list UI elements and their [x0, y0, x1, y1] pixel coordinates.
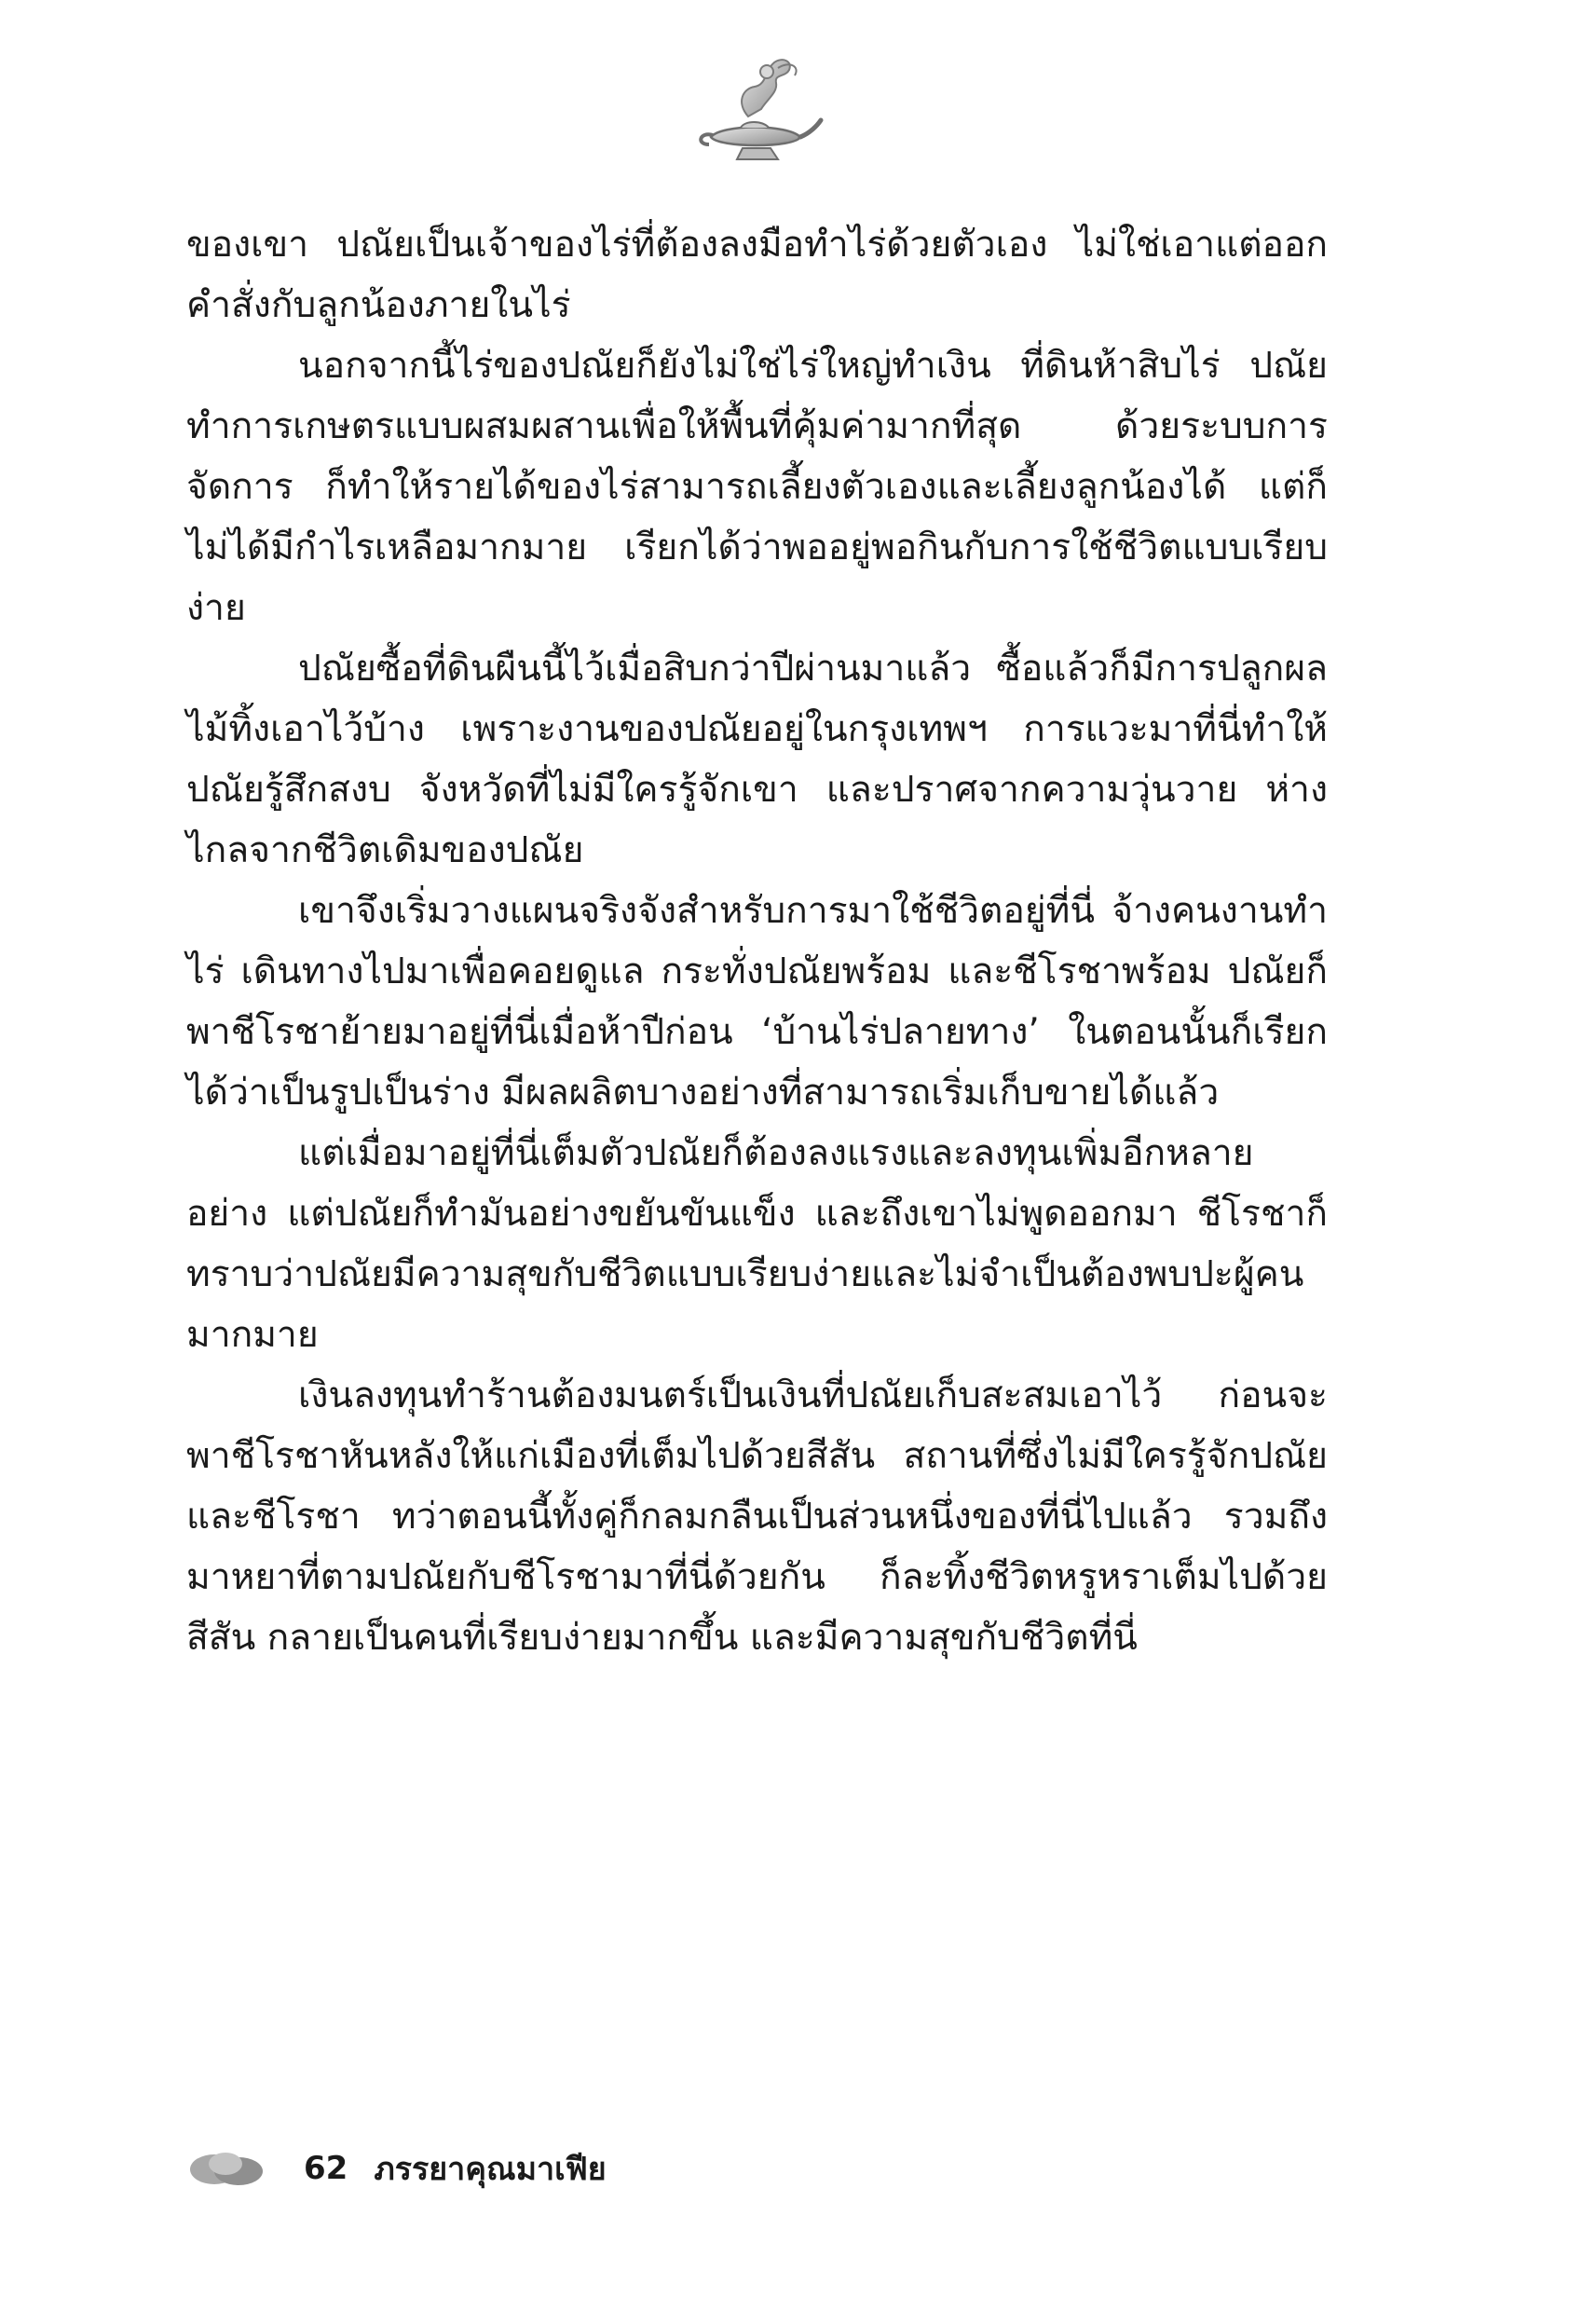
book-title: ภรรยาคุณมาเฟีย — [374, 2151, 607, 2188]
cloud-ornament-icon — [186, 2147, 266, 2190]
paragraph: นอกจากนี้ไร่ของปณัยก็ยังไม่ใช่ไร่ใหญ่ทำเงิน ที่ดินห้าสิบไร่ ปณัยทำการเกษตรแบบผสมผสานเพื่อให้พื้นที่คุ้มค่ามากที่สุด ด้วยระบบการจัดการ ก็ทำให้รายได้ของไร่สามารถเลี้ยงตัวเองและเลี้ยงลูกน้องได้ แต่ก็ไม่ได้มีกำไรเหลือมากมาย เรียกได้ว่าพออยู่พอกินกับการใช้ชีวิตแบบเรียบง่าย — [186, 345, 1328, 629]
page-footer — [186, 2145, 607, 2192]
genie-lamp-emblem-icon — [685, 51, 825, 172]
paragraph: ของเขา ปณัยเป็นเจ้าของไร่ที่ต้องลงมือทำไร่ด้วยตัวเอง ไม่ใช่เอาแต่ออกคำสั่งกับลูกน้องภายในไร่ — [186, 224, 1328, 326]
body-text — [186, 214, 1328, 1668]
paragraph: เขาจึงเริ่มวางแผนจริงจังสำหรับการมาใช้ชีวิตอยู่ที่นี่ จ้างคนงานทำไร่ เดินทางไปมาเพื่อคอยดูแล กระทั่งปณัยพร้อม และชีโรชาพร้อม ปณัยก็พาชีโรชาย้ายมาอยู่ที่นี่เมื่อห้าปีก่อน ‘บ้านไร่ปลายทาง’ ในตอนนั้นก็เรียกได้ว่าเป็นรูปเป็นร่าง มีผลผลิตบางอย่างที่สามารถเริ่มเก็บขายได้แล้ว — [186, 890, 1328, 1114]
paragraph: แต่เมื่อมาอยู่ที่นี่เต็มตัวปณัยก็ต้องลงแรงและลงทุนเพิ่มอีกหลายอย่าง แต่ปณัยก็ทำมันอย่างขยันขันแข็ง และถึงเขาไม่พูดออกมา ชีโรชาก็ทราบว่าปณัยมีความสุขกับชีวิตแบบเรียบง่ายและไม่จำเป็นต้องพบปะผู้คนมากมาย — [186, 1132, 1328, 1356]
paragraph: ปณัยซื้อที่ดินผืนนี้ไว้เมื่อสิบกว่าปีผ่านมาแล้ว ซื้อแล้วก็มีการปลูกผลไม้ทิ้งเอาไว้บ้าง เพราะงานของปณัยอยู่ในกรุงเทพฯ การแวะมาที่นี่ทำให้ปณัยรู้สึกสงบ จังหวัดที่ไม่มีใครรู้จักเขา และปราศจากความวุ่นวาย ห่างไกลจากชีวิตเดิมของปณัย — [186, 648, 1328, 871]
paragraph: เงินลงทุนทำร้านต้องมนตร์เป็นเงินที่ปณัยเก็บสะสมเอาไว้ ก่อนจะพาชีโรชาหันหลังให้แก่เมืองที่เต็มไปด้วยสีสัน สถานที่ซึ่งไม่มีใครรู้จักปณัยและชีโรชา ทว่าตอนนี้ทั้งคู่ก็กลมกลืนเป็นส่วนหนึ่งของที่นี่ไปแล้ว รวมถึงมาหยาที่ตามปณัยกับชีโรชามาที่นี่ด้วยกัน ก็ละทิ้งชีวิตหรูหราเต็มไปด้วยสีสัน กลายเป็นคนที่เรียบง่ายมากขึ้น และมีความสุขกับชีวิตที่นี่ — [186, 1374, 1328, 1659]
page-number: 62 — [304, 2150, 348, 2187]
